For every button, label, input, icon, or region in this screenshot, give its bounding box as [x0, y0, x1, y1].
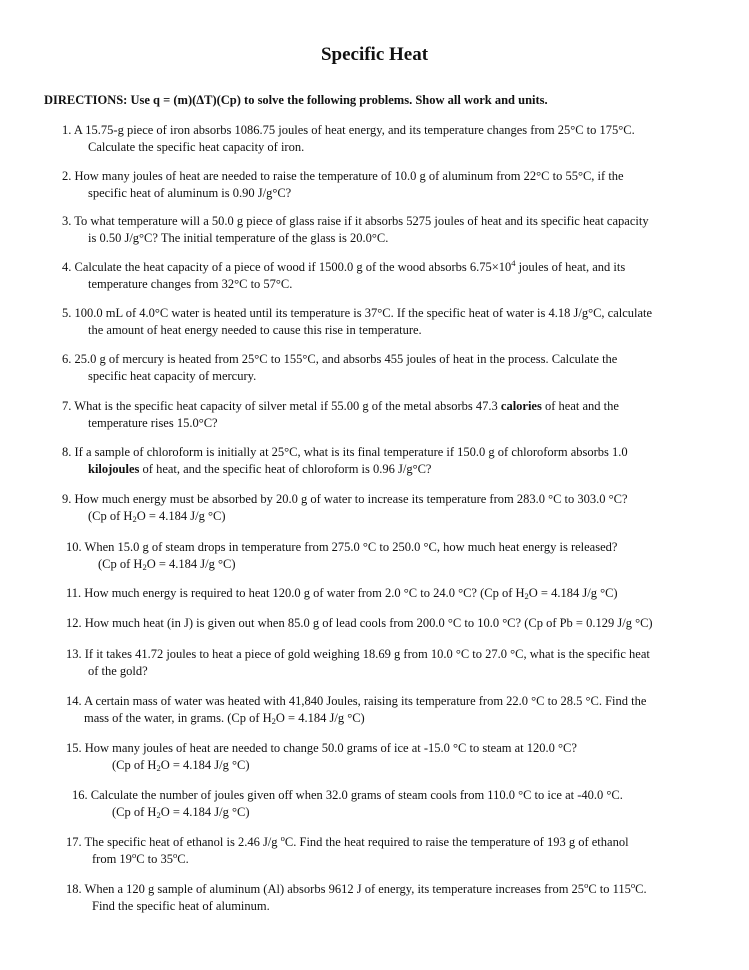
emphasis-kilojoules: kilojoules [88, 461, 140, 476]
problem-8 [62, 444, 628, 477]
subscript: 2 [156, 809, 161, 820]
problem-text-part: (Cp of H [112, 804, 157, 819]
problem-text-continued: specific heat of aluminum is 0.90 J/g°C? [88, 185, 292, 200]
problem-text: To what temperature will a 50.0 g piece of glass raise if it absorbs 5275 joules of heat and its specific heat capacity [74, 214, 649, 228]
problem-text-continued [62, 461, 628, 478]
problem-9 [62, 491, 628, 524]
problem-text-part: C. [177, 851, 189, 866]
problem-text-part: O = 4.184 J/g °C) [146, 556, 236, 571]
problem-text-part: The specific heat of ethanol is 2.46 J/g [84, 835, 281, 849]
problem-number: 18. [66, 882, 82, 896]
problem-text-continued: specific heat capacity of mercury. [88, 368, 257, 383]
problem-text [74, 399, 619, 413]
problem-number: 8. [62, 445, 72, 459]
problem-text-continued: of the gold? [88, 663, 148, 678]
problem-text-part: O = 4.184 J/g °C) [136, 508, 226, 523]
subscript: 2 [142, 561, 147, 572]
problem-text-part: (Cp of H [88, 508, 133, 523]
problem-text-continued [72, 804, 623, 821]
problem-6 [62, 351, 617, 384]
degree-superscript: o [584, 880, 589, 890]
problem-number: 3. [62, 214, 72, 228]
page-title: Specific Heat [320, 44, 429, 65]
problem-text-part: O = 4.184 J/g °C) [275, 710, 365, 725]
problem-2 [62, 168, 624, 201]
problem-text-part: O = 4.184 J/g °C) [160, 757, 250, 772]
emphasis-calories: calories [500, 399, 542, 413]
problem-number: 1. [62, 123, 72, 137]
problem-5 [62, 305, 652, 338]
problem-12 [66, 615, 653, 632]
problem-text-part: (Cp of H [112, 757, 157, 772]
problem-number: 14. [66, 694, 82, 708]
problem-text [85, 835, 629, 849]
problem-text: How much heat (in J) is given out when 85.0 g of lead cools from 200.0 °C to 10.0 °C? (Cp of Pb = 0.129 J/g °C) [84, 616, 653, 630]
problem-text-continued [62, 508, 628, 525]
problem-text: Calculate the number of joules given off when 32.0 grams of steam cools from 110.0 °C to ice at -40.0 °C. [90, 788, 623, 802]
problem-text: If a sample of chloroform is initially at 25°C, what is its final temperature if 150.0 g of chloroform absorbs 1.0 [74, 445, 628, 459]
problem-text: How many joules of heat are needed to raise the temperature of 10.0 g of aluminum from 22°C to 55°C, if the [74, 169, 624, 183]
degree-superscript: o [131, 849, 137, 860]
degree-superscript: o [173, 849, 178, 860]
problem-number: 13. [66, 647, 82, 661]
subscript: 2 [271, 715, 276, 726]
directions-text: DIRECTIONS: Use q = (m)(ΔT)(Cp) to solve the following problems. Show all work and units. [44, 93, 548, 107]
problem-text-part: mass of the water, in grams. (Cp of H [84, 710, 272, 725]
problem-number: 15. [66, 741, 82, 755]
problem-text: When 15.0 g of steam drops in temperature from 275.0 °C to 250.0 °C, how much heat energy is released? [84, 540, 618, 554]
problem-number: 5. [62, 306, 72, 320]
problem-text: A certain mass of water was heated with 41,840 Joules, raising its temperature from 22.0 °C to 28.5 °C. Find the [84, 694, 647, 708]
problem-number: 6. [62, 352, 72, 366]
problem-text-part: O = 4.184 J/g °C) [528, 586, 618, 600]
problem-text-part: (Cp of H [98, 556, 143, 571]
problem-text-part: C to 115 [588, 882, 631, 896]
problem-7 [62, 398, 619, 431]
problem-text-part: C. [635, 882, 647, 896]
problem-1 [62, 122, 635, 155]
problem-text-continued [66, 710, 646, 727]
problem-text: How much energy must be absorbed by 20.0 g of water to increase its temperature from 283.0 °C to 303.0 °C? [74, 492, 628, 506]
problem-number: 11. [66, 586, 82, 600]
problem-text-continued: Calculate the specific heat capacity of iron. [88, 139, 305, 154]
problem-13 [66, 646, 650, 679]
problem-text: 100.0 mL of 4.0°C water is heated until its temperature is 37°C. If the specific heat of water is 4.18 J/g°C, calculate [74, 306, 653, 320]
problem-number: 10. [66, 540, 82, 554]
problem-text-continued [66, 556, 617, 573]
problem-number: 9. [62, 492, 72, 506]
problem-text-part: joules of heat, and its [515, 260, 626, 274]
problem-text-part: C. Find the heat required to raise the temperature of 193 g of ethanol [284, 835, 629, 849]
problem-text-continued [66, 851, 629, 868]
problem-4 [62, 259, 625, 292]
problem-text-part: Calculate the heat capacity of a piece of wood if 1500.0 g of the wood absorbs 6.75×10 [74, 260, 512, 274]
problem-15 [66, 740, 577, 773]
problem-text: A 15.75-g piece of iron absorbs 1086.75 joules of heat energy, and its temperature changes from 25°C to 175°C. [73, 123, 635, 137]
problem-text-part: O = 4.184 J/g °C) [160, 804, 250, 819]
problem-number: 7. [62, 399, 72, 413]
problem-text-part: from 19 [92, 851, 132, 866]
subscript: 2 [156, 762, 161, 773]
subscript: 2 [132, 513, 137, 524]
problem-text-continued: is 0.50 J/g°C? The initial temperature of the glass is 20.0°C. [88, 230, 389, 245]
exponent: 4 [511, 258, 516, 268]
problem-3 [62, 213, 649, 246]
problem-text-continued: Find the specific heat of aluminum. [92, 898, 270, 913]
problem-10 [66, 539, 617, 572]
problem-text [75, 260, 626, 274]
problem-18 [66, 881, 647, 914]
problem-number: 16. [72, 788, 88, 802]
problem-text: If it takes 41.72 joules to heat a piece of gold weighing 18.69 g from 10.0 °C to 27.0 °C, what is the specific heat [84, 647, 650, 661]
problem-16 [72, 787, 623, 820]
problem-text-part: How much energy is required to heat 120.0 g of water from 2.0 °C to 24.0 °C? (Cp of H [84, 586, 525, 600]
problem-number: 17. [66, 835, 82, 849]
problem-number: 12. [66, 616, 82, 630]
problem-text [85, 882, 647, 896]
problem-text-continued: the amount of heat energy needed to cause this rise in temperature. [88, 322, 422, 337]
problem-text-continued [66, 757, 577, 774]
problem-text: How many joules of heat are needed to change 50.0 grams of ice at -15.0 °C to steam at 120.0 °C? [84, 741, 577, 755]
problem-text [84, 586, 617, 600]
problem-text-continued: temperature changes from 32°C to 57°C. [88, 276, 293, 291]
problem-17 [66, 834, 629, 867]
problem-text-part: When a 120 g sample of aluminum (Al) absorbs 9612 J of energy, its temperature increases from 25 [84, 882, 585, 896]
problem-number: 4. [62, 260, 72, 274]
problem-text-part: C to 35 [136, 851, 173, 866]
degree-superscript: o [630, 880, 636, 890]
problem-number: 2. [62, 169, 72, 183]
degree-superscript: o [280, 833, 285, 843]
problem-text-part: of heat, and the specific heat of chloroform is 0.96 J/g°C? [139, 461, 432, 476]
problem-text-part: of heat and the [541, 399, 619, 413]
problem-text: 25.0 g of mercury is heated from 25°C to 155°C, and absorbs 455 joules of heat in the process. Calculate the [74, 352, 618, 366]
problem-11 [66, 585, 618, 602]
subscript: 2 [524, 591, 529, 601]
problem-text-part: What is the specific heat capacity of silver metal if 55.00 g of the metal absorbs 47.3 [74, 399, 501, 413]
problem-14 [66, 693, 646, 726]
problem-text-continued: temperature rises 15.0°C? [88, 415, 218, 430]
